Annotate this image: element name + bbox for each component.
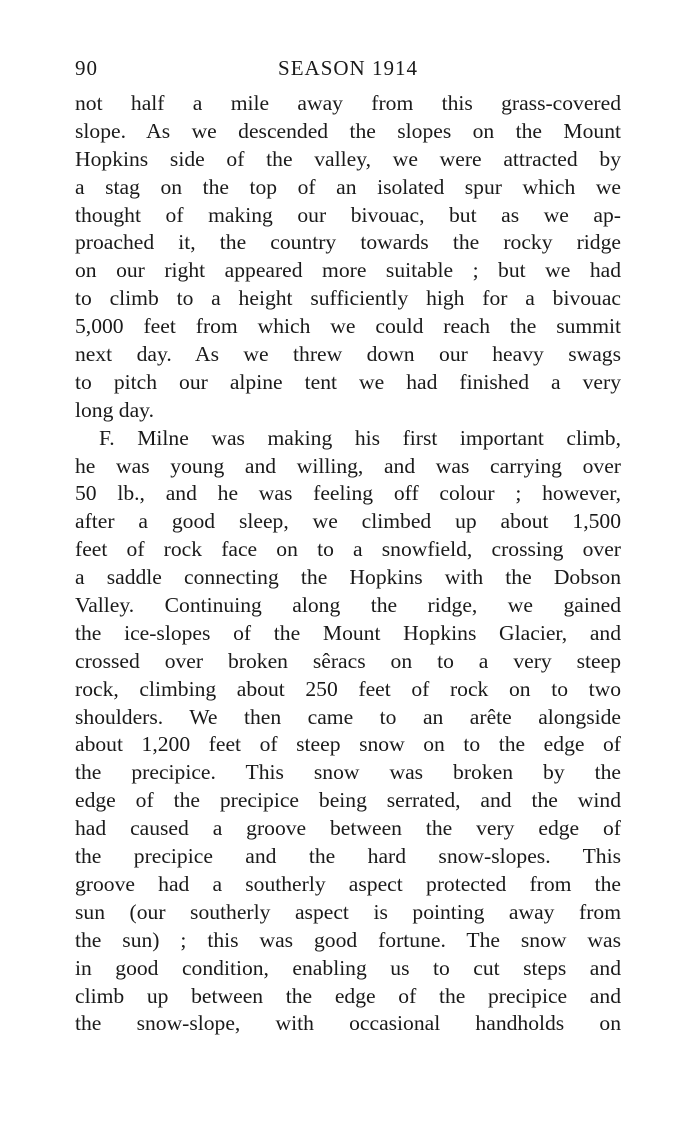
text-line: edge of the precipice being serrated, and the wind: [75, 788, 621, 813]
text-line: after a good sleep, we climbed up about 1,500: [75, 509, 621, 534]
body-text: [75, 90, 621, 1038]
text-line: on our right appeared more suitable ; but we had: [75, 258, 621, 283]
running-head: [75, 56, 621, 90]
running-title: SEASON 1914: [278, 56, 418, 80]
text-line: the ice-slopes of the Mount Hopkins Glacier, and: [75, 620, 621, 645]
paragraph: [75, 425, 621, 1039]
text-line: the precipice. This snow was broken by the: [75, 760, 621, 785]
text-line: the snow-slope, with occasional handholds on: [75, 1011, 621, 1036]
text-line: sun (our southerly aspect is pointing away from: [75, 899, 621, 924]
text-line: crossed over broken sêracs on to a very steep: [75, 648, 621, 673]
text-line: not half a mile away from this grass-covered: [75, 91, 621, 115]
text-line: 5,000 feet from which we could reach the summit: [75, 314, 621, 339]
text-line: proached it, the country towards the rocky ridge: [75, 230, 621, 255]
book-page: [75, 56, 621, 1038]
text-line: a stag on the top of an isolated spur which we: [75, 174, 621, 199]
text-line: Valley. Continuing along the ridge, we gained: [75, 593, 621, 618]
text-line: to pitch our alpine tent we had finished a very: [75, 369, 621, 394]
text-line: in good condition, enabling us to cut steps and: [75, 955, 621, 980]
text-line: to climb to a height sufficiently high for a bivouac: [75, 286, 621, 311]
text-line: about 1,200 feet of steep snow on to the edge of: [75, 732, 621, 757]
text-line: groove had a southerly aspect protected from the: [75, 871, 621, 896]
text-line: feet of rock face on to a snowfield, crossing over: [75, 537, 621, 562]
text-line: had caused a groove between the very edge of: [75, 816, 621, 841]
page-number: 90: [75, 56, 98, 80]
text-line: the sun) ; this was good fortune. The snow was: [75, 927, 621, 952]
text-line: a saddle connecting the Hopkins with the Dobson: [75, 565, 621, 590]
text-line: he was young and willing, and was carrying over: [75, 453, 621, 478]
text-line: rock, climbing about 250 feet of rock on to two: [75, 676, 621, 701]
paragraph: [75, 90, 621, 425]
text-line: the precipice and the hard snow-slopes. This: [75, 844, 621, 869]
text-line: climb up between the edge of the precipice and: [75, 983, 621, 1008]
text-line: long day.: [75, 397, 154, 422]
text-line: Hopkins side of the valley, we were attracted by: [75, 146, 621, 171]
text-line: shoulders. We then came to an arête alongside: [75, 704, 621, 729]
text-line: 50 lb., and he was feeling off colour ; however,: [75, 481, 621, 506]
text-line: thought of making our bivouac, but as we ap-: [75, 202, 621, 227]
text-line: F. Milne was making his first important climb,: [99, 425, 621, 450]
text-line: slope. As we descended the slopes on the Mount: [75, 118, 621, 143]
text-line: next day. As we threw down our heavy swags: [75, 342, 621, 367]
